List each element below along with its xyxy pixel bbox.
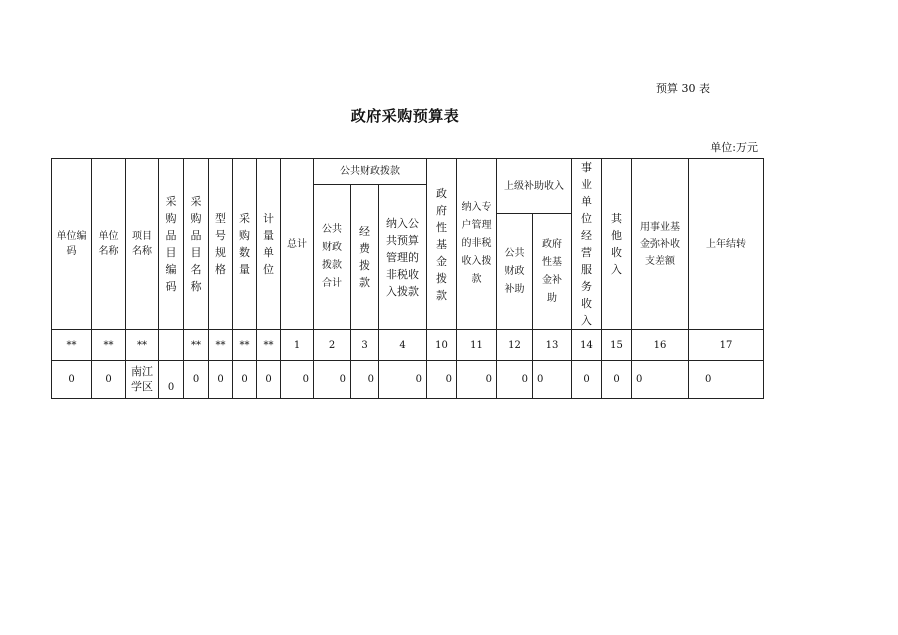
unit-label: 单位:万元 <box>710 141 758 154</box>
header-operating-funds: 经费拨款 <box>351 185 379 330</box>
cell-gov-fund-subsidy: 0 <box>533 361 572 399</box>
index-cell: 15 <box>602 330 632 361</box>
cell-special-account: 0 <box>457 361 497 399</box>
index-cell: ** <box>257 330 281 361</box>
table-row <box>52 361 764 399</box>
header-non-tax-public-budget: 纳入公共预算管理的非税收入拨款 <box>379 185 427 330</box>
header-public-finance-subsidy: 公共财政补助 <box>497 214 533 330</box>
cell-gov-fund: 0 <box>427 361 457 399</box>
index-cell: ** <box>126 330 159 361</box>
header-total: 总计 <box>281 159 314 330</box>
header-public-finance-subtotal: 公共财政拨款合计 <box>314 185 351 330</box>
budget-table <box>51 158 764 399</box>
cell-unit-name: 0 <box>92 361 126 399</box>
header-project-name: 项目名称 <box>126 159 159 330</box>
header-special-account: 纳入专户管理的非税收入拨款 <box>457 159 497 330</box>
header-measure-unit: 计量单位 <box>257 159 281 330</box>
index-cell: 17 <box>689 330 764 361</box>
header-other-income: 其他收入 <box>602 159 632 330</box>
index-cell: ** <box>209 330 233 361</box>
index-row <box>52 330 764 361</box>
index-cell: 10 <box>427 330 457 361</box>
index-cell: 2 <box>314 330 351 361</box>
header-public-institution-income: 事业单位经营服务收入 <box>572 159 602 330</box>
cell-item-name: 0 <box>184 361 209 399</box>
header-item-code: 采购品目编码 <box>159 159 184 330</box>
header-fund-deficit: 用事业基金弥补收支差额 <box>632 159 689 330</box>
cell-unit-code: 0 <box>52 361 92 399</box>
cell-public-institution-income: 0 <box>572 361 602 399</box>
header-unit-code: 单位编码 <box>52 159 92 330</box>
page-title: 政府采购预算表 <box>350 107 460 125</box>
cell-quantity: 0 <box>233 361 257 399</box>
cell-public-finance-subtotal: 0 <box>314 361 351 399</box>
header-item-name: 采购品目名称 <box>184 159 209 330</box>
cell-total: 0 <box>281 361 314 399</box>
header-row-1 <box>52 159 764 185</box>
header-spec: 型号规格 <box>209 159 233 330</box>
index-cell: 11 <box>457 330 497 361</box>
index-cell: ** <box>184 330 209 361</box>
cell-fund-deficit: 0 <box>632 361 689 399</box>
index-cell: 3 <box>351 330 379 361</box>
cell-public-finance-subsidy: 0 <box>497 361 533 399</box>
cell-measure-unit: 0 <box>257 361 281 399</box>
index-cell: 4 <box>379 330 427 361</box>
cell-item-code: 0 <box>159 361 184 399</box>
header-carryover: 上年结转 <box>689 159 764 330</box>
cell-non-tax-public-budget: 0 <box>379 361 427 399</box>
index-cell: 12 <box>497 330 533 361</box>
index-cell: 1 <box>281 330 314 361</box>
form-number: 预算 30 表 <box>656 82 710 95</box>
index-cell: 14 <box>572 330 602 361</box>
header-unit-name: 单位名称 <box>92 159 126 330</box>
index-cell: ** <box>233 330 257 361</box>
cell-other-income: 0 <box>602 361 632 399</box>
index-cell <box>159 330 184 361</box>
header-gov-fund: 政府性基金拨款 <box>427 159 457 330</box>
header-superior-subsidy: 上级补助收入 <box>497 159 572 214</box>
index-cell: ** <box>92 330 126 361</box>
header-public-finance: 公共财政拨款 <box>314 159 427 185</box>
cell-spec: 0 <box>209 361 233 399</box>
header-quantity: 采购数量 <box>233 159 257 330</box>
header-gov-fund-subsidy: 政府性基金补助 <box>533 214 572 330</box>
cell-carryover: 0 <box>689 361 764 399</box>
index-cell: ** <box>52 330 92 361</box>
cell-project-name: 南江学区 <box>126 361 159 399</box>
index-cell: 13 <box>533 330 572 361</box>
index-cell: 16 <box>632 330 689 361</box>
cell-operating-funds: 0 <box>351 361 379 399</box>
